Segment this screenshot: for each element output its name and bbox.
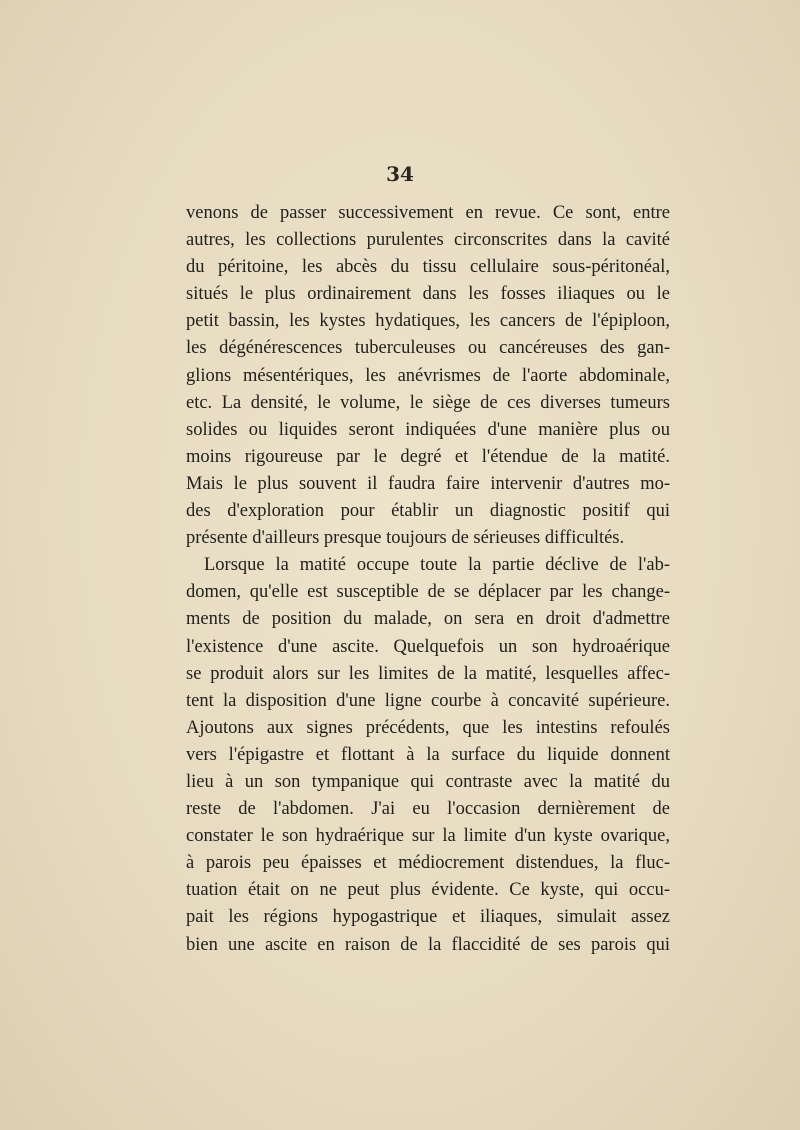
- page-number: 34: [386, 162, 414, 186]
- text-line: glions mésentériques, les anévrismes de l'aorte abdominale,: [186, 365, 670, 386]
- text-line: Ajoutons aux signes précédents, que les intestins refoulés: [186, 717, 670, 738]
- text-line: à parois peu épaisses et médiocrement distendues, la fluc-: [186, 853, 670, 874]
- text-line: solides ou liquides seront indiquées d'une manière plus ou: [186, 419, 670, 440]
- text-line: petit bassin, les kystes hydatiques, les cancers de l'épiploon,: [186, 311, 670, 332]
- text-line: situés le plus ordinairement dans les fosses iliaques ou le: [186, 284, 670, 305]
- text-line: etc. La densité, le volume, le siège de ces diverses tumeurs: [186, 392, 670, 413]
- text-line: l'existence d'une ascite. Quelquefois un son hydroaérique: [186, 636, 670, 657]
- text-line: moins rigoureuse par le degré et l'étendue de la matité.: [186, 446, 670, 467]
- text-line: des d'exploration pour établir un diagnostic positif qui: [186, 501, 670, 522]
- text-line: constater le son hydraérique sur la limite d'un kyste ovarique,: [186, 826, 670, 847]
- text-line: autres, les collections purulentes circonscrites dans la cavité: [186, 230, 670, 251]
- body-text: [186, 200, 670, 959]
- text-line: bien une ascite en raison de la flaccidité de ses parois qui: [186, 934, 670, 955]
- text-line: reste de l'abdomen. J'ai eu l'occasion dernièrement de: [186, 799, 670, 820]
- text-line: Lorsque la matité occupe toute la partie déclive de l'ab-: [204, 555, 670, 576]
- text-line: présente d'ailleurs presque toujours de sérieuses difficultés.: [186, 528, 625, 549]
- text-line: domen, qu'elle est susceptible de se déplacer par les change-: [186, 582, 670, 603]
- text-line: tent la disposition d'une ligne courbe à concavité supérieure.: [186, 690, 670, 711]
- text-line: ments de position du malade, on sera en droit d'admettre: [186, 609, 670, 630]
- text-line: Mais le plus souvent il faudra faire intervenir d'autres mo-: [186, 473, 670, 494]
- text-line: du péritoine, les abcès du tissu cellulaire sous-péritonéal,: [186, 257, 670, 278]
- text-line: tuation était on ne peut plus évidente. Ce kyste, qui occu-: [186, 880, 670, 901]
- text-line: venons de passer successivement en revue. Ce sont, entre: [186, 203, 670, 223]
- text-line: les dégénérescences tuberculeuses ou cancéreuses des gan-: [186, 338, 670, 359]
- text-line: lieu à un son tympanique qui contraste avec la matité du: [186, 771, 670, 792]
- text-line: se produit alors sur les limites de la matité, lesquelles affec-: [186, 663, 670, 684]
- text-line: vers l'épigastre et flottant à la surface du liquide donnent: [186, 744, 670, 765]
- text-line: pait les régions hypogastrique et iliaques, simulait assez: [186, 907, 670, 928]
